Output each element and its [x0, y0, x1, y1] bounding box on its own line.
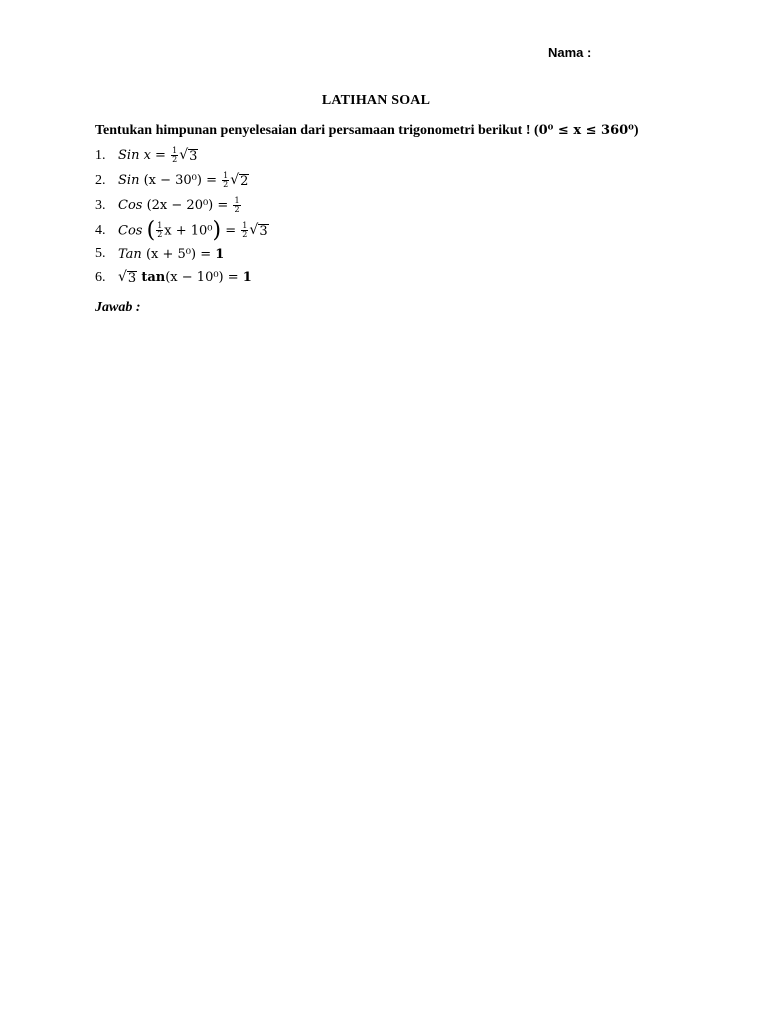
fraction: [156, 222, 163, 239]
problem-6: [95, 265, 269, 290]
problem-number: 4.: [95, 222, 106, 238]
problem-2: [95, 168, 269, 193]
square-root: [230, 172, 249, 189]
instruction-text: Tentukan himpunan penyelesaian dari persamaan trigonometri berikut ! (: [95, 123, 539, 138]
square-root: [118, 269, 137, 286]
square-root: [179, 147, 198, 164]
problem-number: 3.: [95, 197, 106, 213]
equation-2: Sin (x − 30⁰) = $\frac{1}{2}$ √ 2: [118, 171, 249, 189]
argument: x: [143, 148, 151, 163]
radicand: 3: [259, 224, 268, 239]
numerator: 1: [172, 146, 178, 155]
problem-number: 1.: [95, 147, 106, 163]
radical-sign-icon: √: [118, 269, 127, 285]
problem-5: [95, 243, 269, 265]
denominator: 2: [234, 205, 240, 214]
equation-1: Sin x = $\frac{1}{2}$ √ 3: [118, 146, 198, 164]
equation-6: √ 3 tan(x − 10⁰) = 1: [118, 269, 252, 286]
square-root: [249, 222, 268, 239]
denominator: 2: [242, 230, 248, 239]
page-title: LATIHAN SOAL: [321, 93, 431, 108]
fraction: [222, 172, 229, 189]
function-name: tan: [141, 270, 166, 285]
argument: (2x − 20⁰): [146, 198, 214, 213]
instruction: [95, 123, 639, 139]
instruction-close: ): [633, 123, 639, 138]
argument-rest: x + 10⁰: [164, 223, 213, 238]
fraction: [233, 197, 240, 214]
argument: (x − 30⁰): [143, 173, 202, 188]
radicand: 3: [189, 149, 198, 164]
function-name: Sin: [118, 173, 140, 188]
denominator: 2: [157, 230, 163, 239]
instruction-range: 0⁰ ≤ x ≤ 360⁰: [538, 123, 634, 138]
radical-sign-icon: √: [249, 222, 259, 238]
function-name: Cos: [118, 198, 143, 213]
problem-number: 5.: [95, 246, 106, 261]
problem-list: [95, 143, 269, 290]
radical-sign-icon: √: [230, 172, 240, 188]
radicand: 3: [127, 271, 137, 286]
left-paren: (: [146, 217, 156, 243]
answer-label: Jawab :: [95, 300, 141, 315]
right-paren: ): [212, 217, 222, 243]
argument: (x + 5⁰): [145, 246, 197, 262]
problem-number: 6.: [95, 269, 106, 285]
function-name: Cos: [118, 223, 143, 238]
radicand: 2: [240, 174, 249, 189]
equation-4: Cos ( $\frac{1}{2}$ x + 10⁰) = $\frac{1}{2}$ √ 3: [118, 217, 268, 243]
denominator: 2: [223, 180, 229, 189]
fraction: [171, 147, 178, 164]
function-name: Sin: [118, 148, 140, 163]
equation-3: Cos (2x − 20⁰) = $\frac{1}{2}$: [118, 196, 240, 214]
name-label: Nama :: [548, 45, 592, 60]
equation-5: Tan (x + 5⁰) = 1: [118, 246, 225, 262]
numerator: 1: [223, 171, 229, 180]
denominator: 2: [172, 155, 178, 164]
function-name: Tan: [118, 246, 142, 262]
radical-sign-icon: √: [179, 147, 189, 163]
numerator: 1: [234, 196, 240, 205]
fraction: [241, 222, 248, 239]
argument: (x − 10⁰): [165, 270, 224, 285]
rhs-value: 1: [215, 246, 225, 262]
numerator: 1: [157, 221, 163, 230]
numerator: 1: [242, 221, 248, 230]
problem-3: [95, 193, 269, 218]
rhs-value: 1: [242, 270, 252, 285]
problem-4: [95, 218, 269, 243]
problem-number: 2.: [95, 172, 106, 188]
problem-1: [95, 143, 269, 168]
